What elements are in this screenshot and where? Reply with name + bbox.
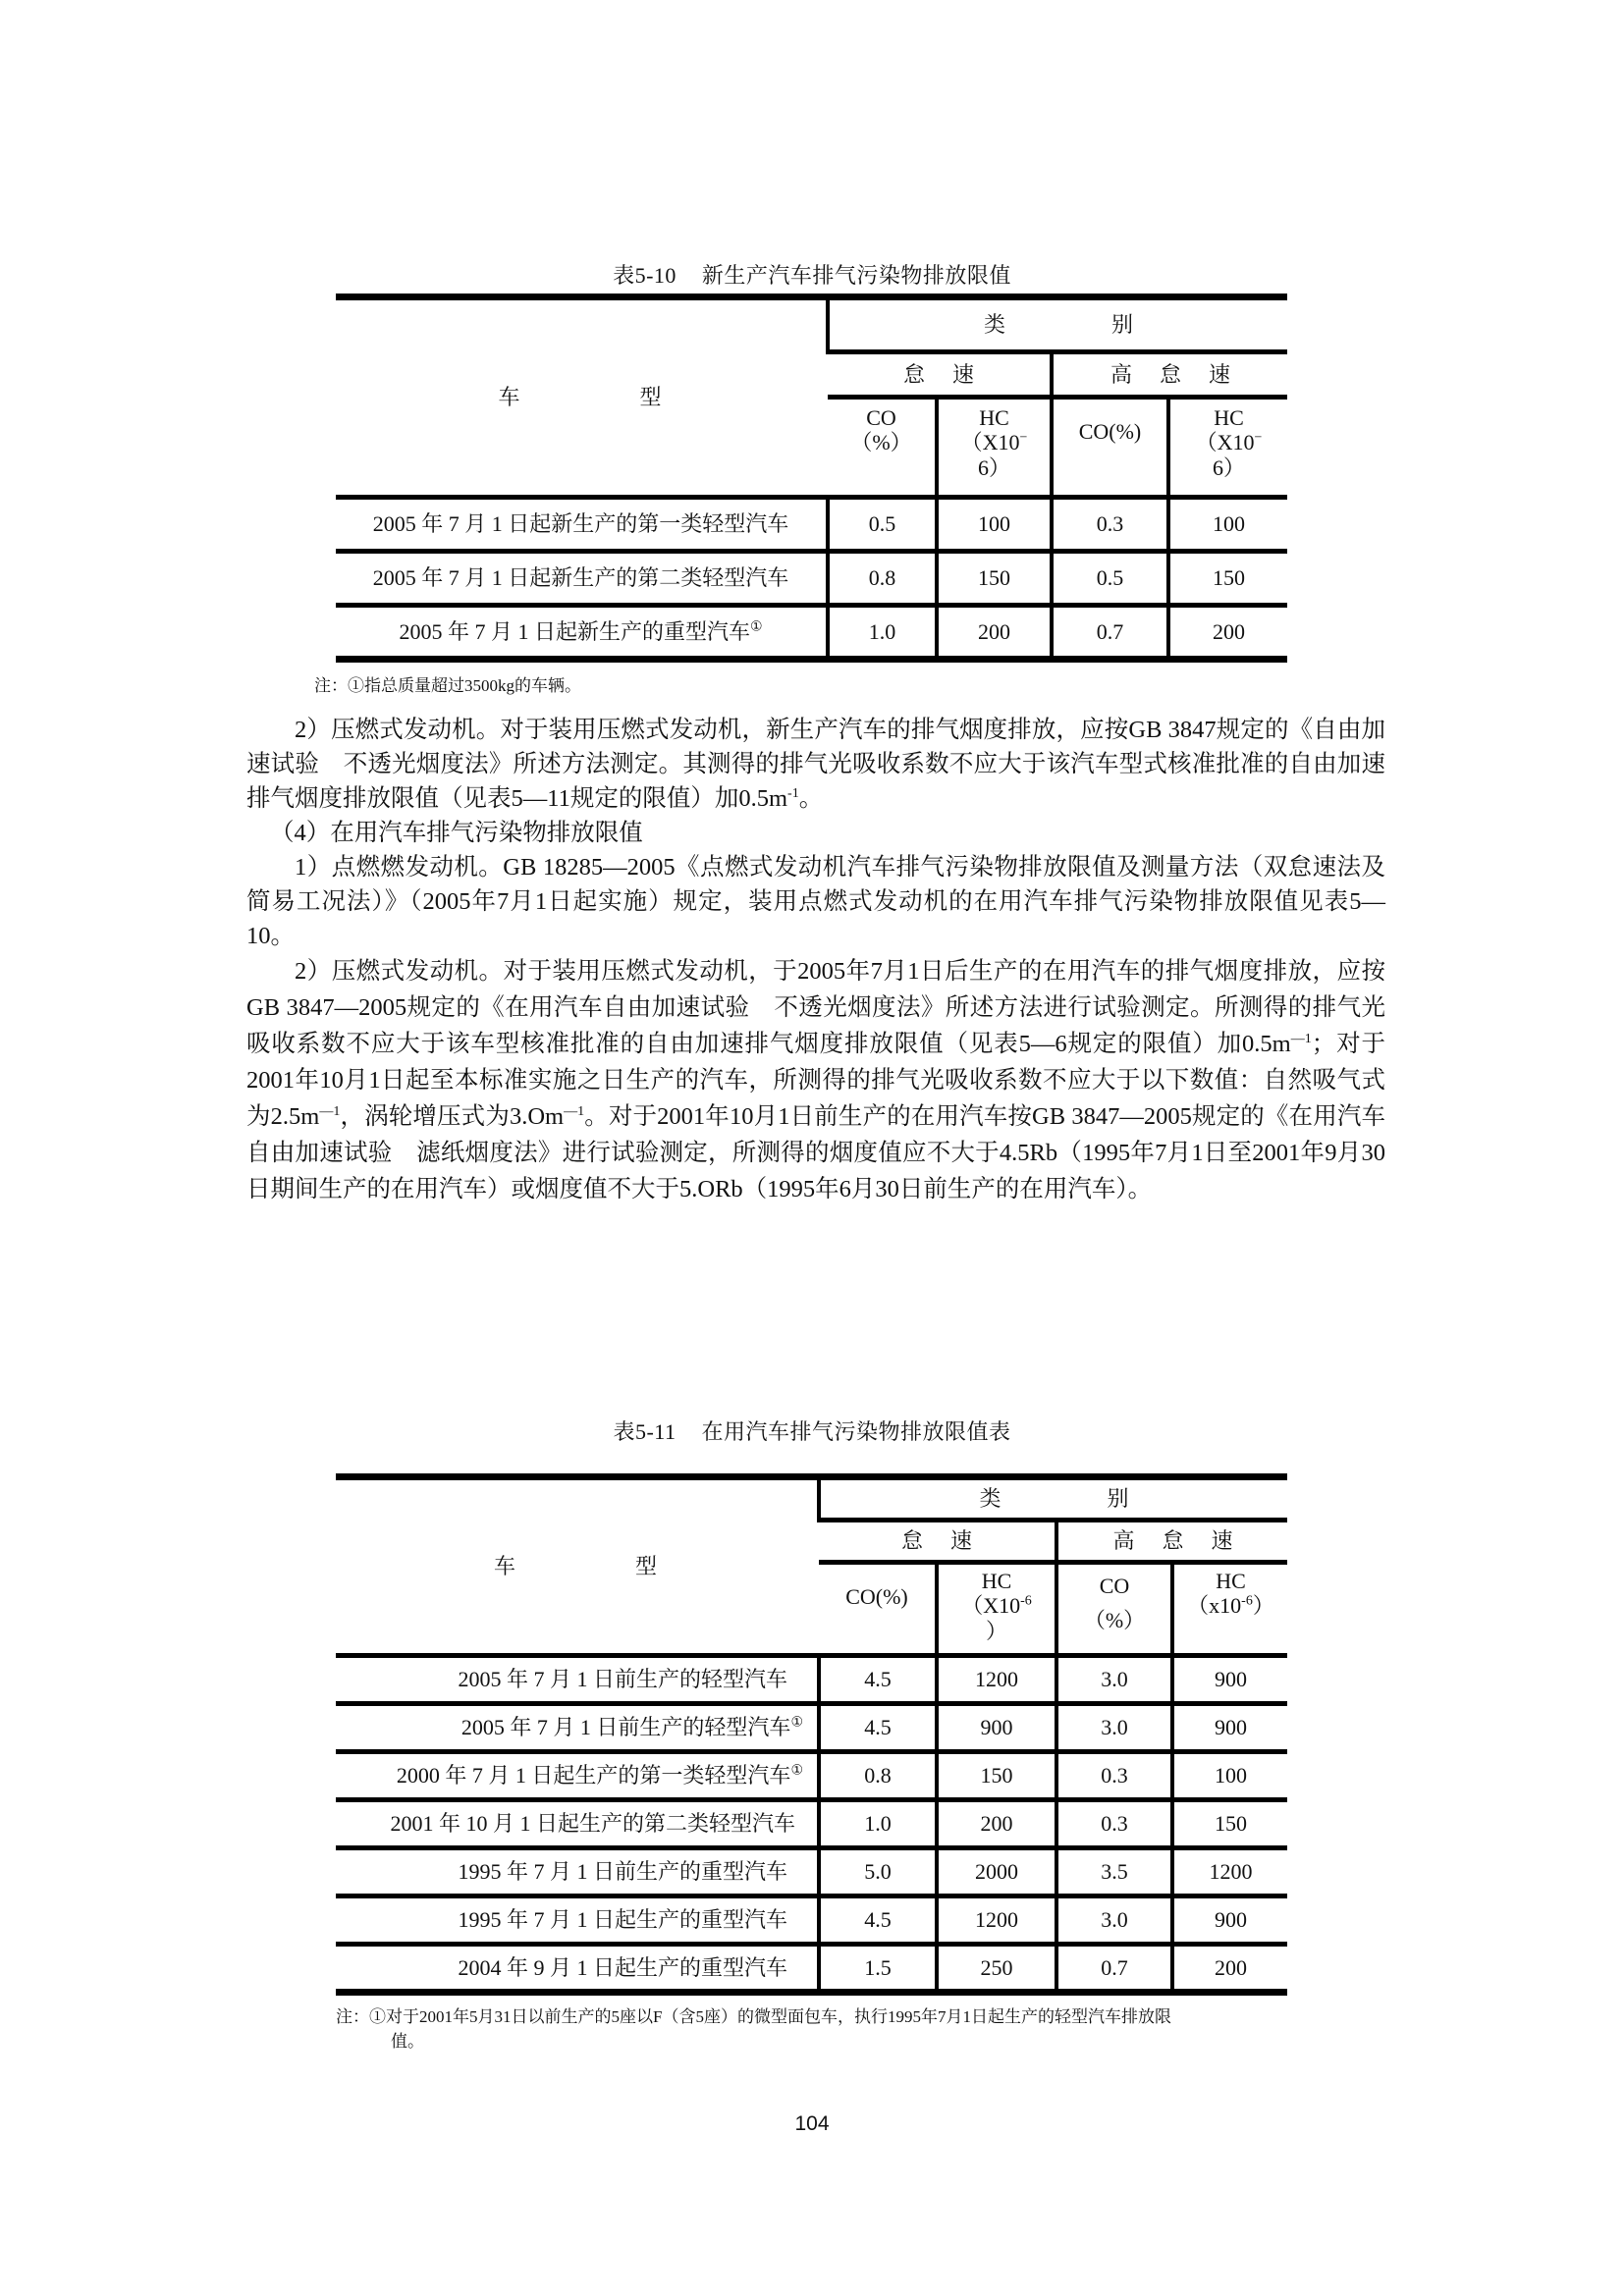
col-label: HC [1216, 1569, 1246, 1593]
col-unit-close: ） [988, 454, 1010, 480]
header-char: 速 [1211, 1528, 1233, 1554]
table2-caption-number: 表5-11 [613, 1419, 677, 1444]
col-unit: （%） [1083, 1608, 1146, 1633]
cell-hc-idle: 100 [937, 498, 1052, 552]
table2-header-high-idle [1056, 1521, 1287, 1563]
cell-co-high: 3.0 [1056, 1896, 1172, 1945]
cell-hc-high: 1200 [1172, 1848, 1287, 1896]
col-label: CO(%) [845, 1584, 908, 1609]
header-char: 怠 [900, 1528, 923, 1554]
cell-co-high: 0.7 [1056, 1945, 1172, 1993]
col-unit: （X10 [960, 430, 1020, 455]
row-label: 2004 年 9 月 1 日起生产的重型汽车 [336, 1945, 819, 1993]
cell-co-high: 3.5 [1056, 1848, 1172, 1896]
table-row [336, 1896, 1287, 1945]
table1-col-co-high [1052, 398, 1168, 498]
cell-hc-high: 150 [1172, 1800, 1287, 1848]
header-char: 车 [498, 385, 522, 410]
header-char: 型 [635, 1554, 660, 1579]
table1-col-hc-high [1168, 398, 1287, 498]
cell-hc-high: 100 [1172, 1752, 1287, 1800]
table1-col-hc-idle [937, 398, 1052, 498]
cell-hc-idle: 1200 [937, 1896, 1056, 1945]
table2-col-co-high [1056, 1563, 1172, 1656]
table1-col-co-idle [828, 398, 937, 498]
table2-note [336, 2002, 1318, 2052]
cell-hc-idle: 250 [937, 1945, 1056, 1993]
table2 [336, 1473, 1287, 1996]
cell-hc-idle: 200 [937, 1800, 1056, 1848]
paragraph-ci-in-use: 2）压燃式发动机。对于装用压燃式发动机，于2005年7月1日后生产的在用汽车的排气烟度排放，应按GB 3847—2005规定的《在用汽车自由加速试验 不透光烟度法》所述方法进行试验测定。所测得的排气光吸收系数不应大于该车型核准批准的自由加速排气烟度排放限值（见表5—6规定的限值）加$0.5m^{—1}$；对于2001年10月1日起至本标准实施之日生产的汽车，所测得的排气光吸收系数不应大于以下数值：自然吸气式为$2.5m^{—1}$，涡轮增压式为$3.Om^{—1}$。对于2001年10月1日前生产的在用汽车按GB 3847—2005规定的《在用汽车自由加速试验 滤纸烟度法》进行试验测定，所测得的烟度值应不大于4.5Rb（1995年7月1日至2001年9月30日期间生产的在用汽车）或烟度值不大于5.ORb（1995年6月30日前生产的在用汽车）。 [246, 958, 1385, 1202]
header-char: 速 [1209, 361, 1231, 387]
col-unit-sup: -6 [1020, 1593, 1032, 1609]
paragraph-spark-ignition: 1）点燃燃发动机。GB 18285—2005《点燃式发动机汽车排气污染物排放限值及测量方法（双怠速法及简易工况法）》（2005年7月1日起实施）规定，装用点燃式发动机的在用汽车排气污染物排放限值见表5—10。 [246, 854, 1385, 949]
col-label: CO [1099, 1574, 1130, 1598]
cell-hc-high: 100 [1168, 498, 1287, 552]
cell-hc-idle: 900 [937, 1704, 1056, 1752]
cell-co-high: 0.3 [1056, 1800, 1172, 1848]
cell-hc-high: 200 [1172, 1945, 1287, 1993]
col-unit: （%） [850, 430, 912, 455]
col-unit-close: ） [1223, 454, 1246, 480]
header-char: 类 [984, 312, 1006, 338]
section-heading-in-use: （4）在用汽车排气污染物排放限值 [270, 820, 643, 846]
table-row [336, 1704, 1287, 1752]
table1-caption-title: 新生产汽车排气污染物排放限值 [701, 263, 1011, 288]
col-unit-sup: − [1254, 430, 1263, 446]
table1-header-idle [828, 352, 1052, 398]
cell-co-idle: 1.0 [819, 1800, 937, 1848]
table2-col-hc-idle [937, 1563, 1056, 1656]
row-label: 1995 年 7 月 1 日起生产的重型汽车 [336, 1896, 819, 1945]
cell-co-idle: 0.8 [819, 1752, 937, 1800]
cell-hc-idle: 150 [937, 552, 1052, 606]
header-char: 型 [639, 385, 664, 410]
table1-header-category [828, 297, 1287, 352]
cell-co-idle: 0.5 [828, 498, 937, 552]
cell-co-idle: 0.8 [828, 552, 937, 606]
col-unit-sup: − [1019, 430, 1028, 446]
footnote-mark: ① [790, 1716, 803, 1732]
header-char: 速 [952, 361, 975, 387]
cell-co-high: 0.3 [1056, 1752, 1172, 1800]
cell-hc-high: 900 [1172, 1896, 1287, 1945]
cell-co-idle: 4.5 [819, 1704, 937, 1752]
table-row [336, 606, 1287, 660]
body-text [246, 713, 1385, 1207]
col-unit: （X10 [1195, 430, 1255, 455]
cell-co-idle: 5.0 [819, 1848, 937, 1896]
page-number: 104 [794, 2112, 830, 2135]
table2-header-vehicle-type [336, 1477, 819, 1656]
col-unit-sup: -6 [1241, 1593, 1253, 1609]
table-row [336, 1945, 1287, 1993]
table1-header-high-idle [1052, 352, 1287, 398]
table2-note-line1: 注：①对于2001年5月31日以前生产的5座以F（含5座）的微型面包车，执行1995年7月1日起生产的轻型汽车排放限 [336, 2007, 1171, 2026]
header-char: 高 [1112, 1528, 1135, 1554]
header-char: 怠 [1162, 1528, 1184, 1554]
row-label: 2000 年 7 月 1 日起生产的第一类轻型汽车① [336, 1752, 819, 1800]
table2-caption [0, 1415, 1624, 1446]
header-char: 怠 [902, 361, 925, 387]
table1 [336, 294, 1287, 663]
cell-co-high: 0.7 [1052, 606, 1168, 660]
col-unit-exp: 6 [1213, 454, 1223, 480]
cell-co-high: 3.0 [1056, 1704, 1172, 1752]
header-char: 怠 [1160, 361, 1182, 387]
table1-header-vehicle-type [336, 297, 828, 498]
table2-header-idle [819, 1521, 1056, 1563]
footnote-mark: ① [790, 1764, 803, 1780]
col-unit-exp: 6 [977, 454, 989, 480]
row-label: 2005 年 7 月 1 日前生产的轻型汽车① [336, 1704, 819, 1752]
header-char: 类 [979, 1486, 1001, 1512]
cell-co-idle: 4.5 [819, 1656, 937, 1704]
table2-caption-title: 在用汽车排气污染物排放限值表 [701, 1419, 1011, 1444]
cell-hc-idle: 200 [937, 606, 1052, 660]
table-row [336, 1800, 1287, 1848]
table2-col-hc-high [1172, 1563, 1287, 1656]
col-unit-close: ） [1252, 1593, 1274, 1619]
header-char: 别 [1107, 1486, 1129, 1512]
col-label: CO [866, 405, 896, 430]
table2-header-category [819, 1477, 1287, 1521]
cell-co-idle: 1.5 [819, 1945, 937, 1993]
table-row [336, 498, 1287, 552]
cell-co-idle: 1.0 [828, 606, 937, 660]
cell-hc-idle: 2000 [937, 1848, 1056, 1896]
cell-co-idle: 4.5 [819, 1896, 937, 1945]
row-label: 2005 年 7 月 1 日前生产的轻型汽车 [336, 1656, 819, 1704]
cell-co-high: 0.5 [1052, 552, 1168, 606]
cell-co-high: 0.3 [1052, 498, 1168, 552]
header-char: 别 [1111, 312, 1134, 338]
col-unit: （x10 [1187, 1593, 1242, 1619]
table2-note-line2: 值。 [391, 2032, 424, 2051]
table-row [336, 1656, 1287, 1704]
col-unit-close: ） [985, 1618, 1007, 1643]
row-label: 1995 年 7 月 1 日前生产的重型汽车 [336, 1848, 819, 1896]
cell-hc-idle: 1200 [937, 1656, 1056, 1704]
cell-hc-idle: 150 [937, 1752, 1056, 1800]
cell-hc-high: 200 [1168, 606, 1287, 660]
header-char: 车 [493, 1554, 517, 1579]
paragraph-ci-new: 2）压燃式发动机。对于装用压燃式发动机，新生产汽车的排气烟度排放，应按GB 3847规定的《自由加速试验 不透光烟度法》所述方法测定。其测得的排气光吸收系数不应大于该汽车型式核准批准的自由加速排气烟度排放限值（见表5—11规定的限值）加$0.5m^{-1}$。 [246, 717, 1385, 812]
cell-hc-high: 900 [1172, 1656, 1287, 1704]
footnote-mark: ① [749, 619, 763, 635]
table-row [336, 1848, 1287, 1896]
table1-caption-number: 表5-10 [613, 263, 677, 288]
table1-caption [0, 259, 1624, 290]
cell-hc-high: 150 [1168, 552, 1287, 606]
col-label: HC [1214, 405, 1244, 430]
cell-hc-high: 900 [1172, 1704, 1287, 1752]
row-label: 2005 年 7 月 1 日起新生产的第二类轻型汽车 [336, 552, 828, 606]
col-label: HC [979, 405, 1009, 430]
table2-col-co-idle [819, 1563, 937, 1656]
header-char: 高 [1110, 361, 1132, 387]
col-label: CO(%) [1078, 419, 1142, 444]
table1-note: 注：①指总质量超过3500kg的车辆。 [314, 676, 581, 695]
table-row [336, 552, 1287, 606]
cell-co-high: 3.0 [1056, 1656, 1172, 1704]
row-label: 2005 年 7 月 1 日起新生产的第一类轻型汽车 [336, 498, 828, 552]
col-unit: （X10 [961, 1593, 1021, 1619]
header-char: 速 [950, 1528, 973, 1554]
row-label: 2001 年 10 月 1 日起生产的第二类轻型汽车 [336, 1800, 819, 1848]
col-label: HC [981, 1569, 1012, 1593]
table-row [336, 1752, 1287, 1800]
row-label: 2005 年 7 月 1 日起新生产的重型汽车① [336, 606, 828, 660]
